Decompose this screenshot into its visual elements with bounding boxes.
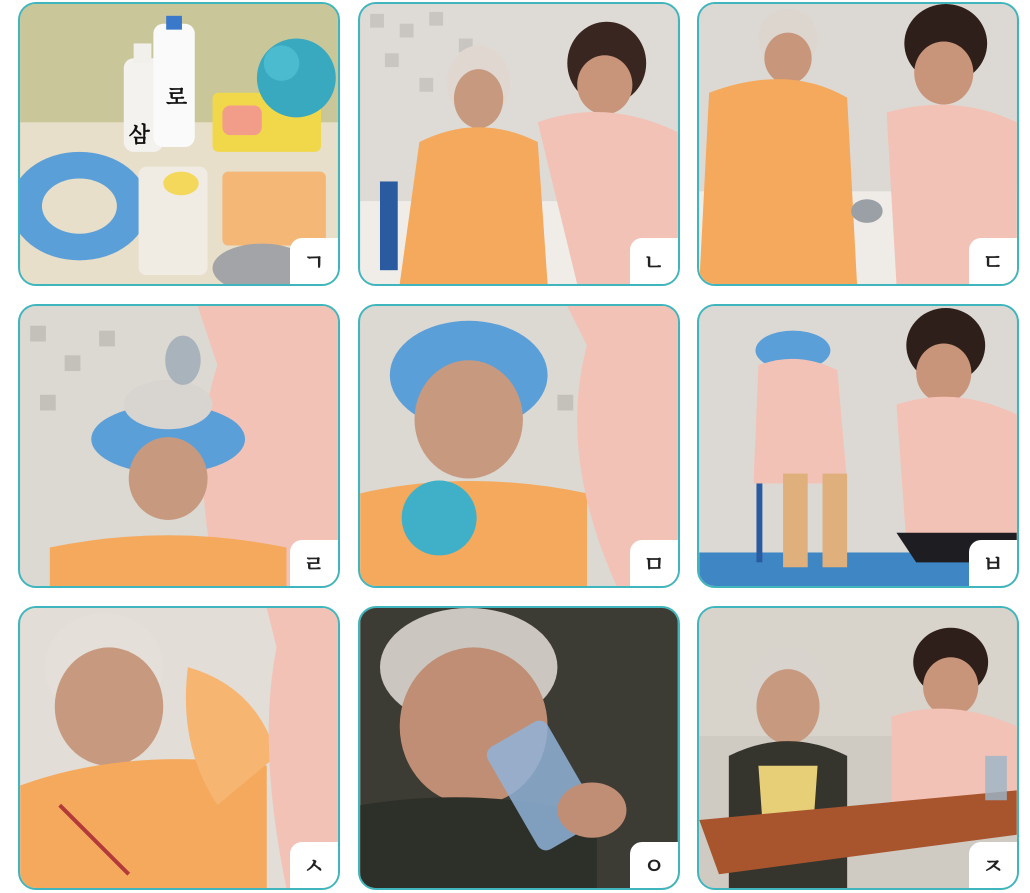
bottle-label-2: 로 <box>166 85 188 111</box>
bath-supplies-photo <box>20 4 338 284</box>
panel-towel-dry <box>18 606 340 890</box>
panel-shower-body <box>697 2 1019 286</box>
panel-drinking <box>358 606 680 890</box>
panel-towel-cover <box>358 2 680 286</box>
hair-wash-photo <box>20 306 338 586</box>
panel-label: ㄱ <box>290 238 338 284</box>
legs-wash-photo <box>699 306 1017 586</box>
panel-label: ㅈ <box>969 842 1017 888</box>
panel-label: ㅅ <box>290 842 338 888</box>
scrub-photo <box>360 306 678 586</box>
panel-hair-wash <box>18 304 340 588</box>
panel-label: ㄹ <box>290 540 338 586</box>
panel-label: ㅇ <box>630 842 678 888</box>
towel-cover-photo <box>360 4 678 284</box>
towel-dry-photo <box>20 608 338 888</box>
drinking-photo <box>360 608 678 888</box>
panel-bath-supplies <box>18 2 340 286</box>
shower-body-photo <box>699 4 1017 284</box>
panel-label: ㅂ <box>969 540 1017 586</box>
panel-table-rest <box>697 606 1019 890</box>
panel-label: ㅁ <box>630 540 678 586</box>
table-rest-photo <box>699 608 1017 888</box>
panel-label: ㄷ <box>969 238 1017 284</box>
panel-legs-wash <box>697 304 1019 588</box>
bottle-label-1: 삼 <box>128 123 150 149</box>
panel-label: ㄴ <box>630 238 678 284</box>
panel-scrub <box>358 304 680 588</box>
